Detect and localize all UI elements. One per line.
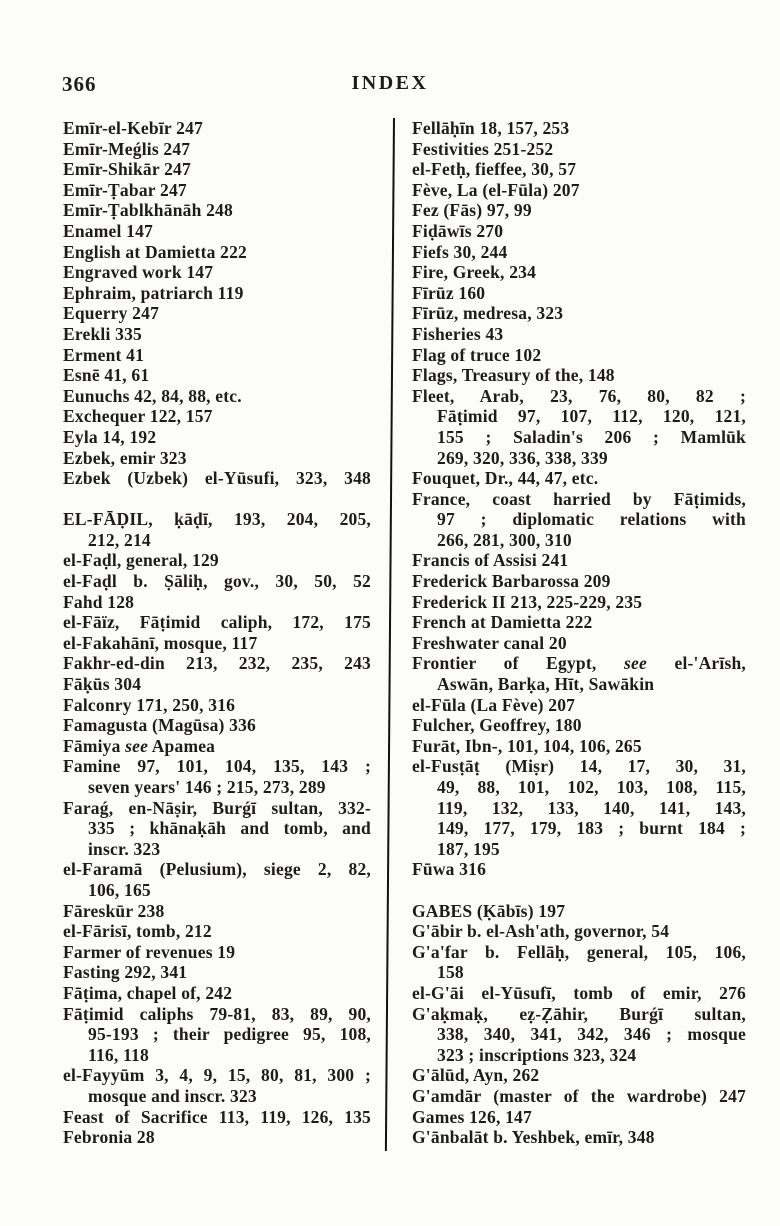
index-entry-line: Equerry 247 [63,303,160,324]
index-entry-line: 106, 165 [88,879,151,900]
index-entry-line: Flag of truce 102 [412,344,542,365]
index-entry-line: el-Fūla (La Fève) 207 [412,694,576,715]
index-entry-line: G'ānbalāt b. Yeshbek, emīr, 348 [412,1127,655,1148]
index-entry-line: Esnē 41, 61 [63,365,150,386]
index-entry-line: G'aḳmaḳ, eẓ-Ẓāhir, Burǵī sultan, [412,1003,746,1024]
index-entry-line: Emīr-Shikār 247 [63,159,191,180]
index-entry-line: English at Damietta 222 [63,241,247,262]
blank-line [412,880,746,901]
index-entry-line: Fahd 128 [63,591,135,612]
index-entry-line: el-Fāïz, Fāṭimid caliph, 172, 175 [63,612,371,633]
index-entry-line: Enamel 147 [63,220,153,241]
index-entry-line: Fouquet, Dr., 44, 47, etc. [412,468,599,489]
index-entry-line: Fiefs 30, 244 [412,241,508,262]
index-entry-line: 335 ; khānaḳāh and tomb, and [88,818,371,839]
entry-text: Frontier of Egypt, [412,653,624,674]
column-divider-line [385,118,395,1151]
index-entry-line [63,736,371,757]
page-title: INDEX [351,72,429,94]
index-entry-line: Games 126, 147 [412,1106,532,1127]
index-right-column [412,118,746,1148]
index-entry-line: Fakhr-ed-din 213, 232, 235, 243 [63,653,371,674]
index-entry-line: Erekli 335 [63,323,142,344]
index-entry-line: inscr. 323 [88,838,161,859]
index-entry-line: el-Fetḥ, fieffee, 30, 57 [412,159,577,180]
index-entry-line: 323 ; inscriptions 323, 324 [437,1044,637,1065]
index-entry-line: Fāṭimid 97, 107, 112, 120, 121, [437,406,746,427]
index-entry-line: Fez (Fās) 97, 99 [412,200,532,221]
index-entry-line: Fleet, Arab, 23, 76, 80, 82 ; [412,385,746,406]
index-entry-line: 95-193 ; their pedigree 95, 108, [88,1024,371,1045]
index-entry-line: Engraved work 147 [63,262,214,283]
index-entry-line: Freshwater canal 20 [412,632,567,653]
index-entry-line: Ezbek (Uzbek) el-Yūsufi, 323, 348 [63,468,371,489]
index-entry-line: el-Faḍl b. Ṣāliḥ, gov., 30, 50, 52 [63,571,371,592]
index-entry-line [412,653,746,674]
index-entry-line: 212, 214 [88,529,151,550]
index-entry-line: Emīr-Ṭabar 247 [63,179,187,200]
index-entry-line: Fisheries 43 [412,323,504,344]
cross-reference-see: see [125,735,149,756]
index-entry-line: Eyla 14, 192 [63,426,157,447]
index-entry-line: Frederick II 213, 225-229, 235 [412,591,643,612]
index-entry-line: 155 ; Saladin's 206 ; Mamlūk [437,426,746,447]
index-entry-line: el-Fusṭāṭ (Miṣr) 14, 17, 30, 31, [412,756,746,777]
index-entry-line: 158 [437,962,464,983]
index-entry-line: el-G'āi el-Yūsufī, tomb of emir, 276 [412,982,746,1003]
index-entry-line: Festivities 251-252 [412,138,554,159]
index-entry-line: Febronia 28 [63,1127,155,1148]
index-entry-line: 149, 177, 179, 183 ; burnt 184 ; [437,818,746,839]
index-entry-line: Famagusta (Magūsa) 336 [63,715,257,736]
index-entry-line: 97 ; diplomatic relations with [437,509,746,530]
index-entry-line: Fève, La (el-Fūla) 207 [412,179,580,200]
index-entry-line: 119, 132, 133, 140, 141, 143, [437,797,746,818]
index-entry-line: Famine 97, 101, 104, 135, 143 ; [63,756,371,777]
index-entry-line: 269, 320, 336, 338, 339 [437,447,608,468]
index-entry-line: Ezbek, emir 323 [63,447,187,468]
index-entry-line: Fāreskūr 238 [63,900,165,921]
index-entry-line: Fāṭima, chapel of, 242 [63,982,233,1003]
index-entry-line: 338, 340, 341, 342, 346 ; mosque [437,1024,746,1045]
index-entry-line: Fīrūz 160 [412,282,486,303]
index-entry-line: Fāḳūs 304 [63,674,142,695]
index-entry-line: Erment 41 [63,344,145,365]
page-header [0,72,780,100]
index-entry-line: 49, 88, 101, 102, 103, 108, 115, [437,777,746,797]
index-entry-line: G'ābir b. el-Ash'ath, governor, 54 [412,921,670,942]
entry-text: Fāmiya [63,735,126,756]
entry-text: Apamea [148,735,216,756]
index-entry-line: Fīrūz, medresa, 323 [412,303,564,324]
entry-text: el-'Arīsh, [646,653,746,674]
index-entry-line: Ephraim, patriarch 119 [63,282,244,303]
index-entry-line: el-Fakahānī, mosque, 117 [63,632,258,653]
index-entry-line: GABES (Ḳābīs) 197 [412,900,566,921]
index-entry-line: Eunuchs 42, 84, 88, etc. [63,385,242,406]
index-entry-line: Fūwa 316 [412,859,487,880]
index-entry-line: mosque and inscr. 323 [88,1085,257,1106]
blank-line [63,489,371,510]
index-entry-line: French at Damietta 222 [412,612,593,633]
index-entry-line: Fasting 292, 341 [63,962,188,983]
index-entry-line: Francis of Assisi 241 [412,550,569,571]
index-entry-line: 266, 281, 300, 310 [437,529,572,550]
cross-reference-see: see [624,653,647,674]
index-entry-line: EL-FĀḌIL, ḳāḍī, 193, 204, 205, [63,509,371,530]
index-entry-line: Fulcher, Geoffrey, 180 [412,715,582,736]
index-entry-line: Fāṭimid caliphs 79-81, 83, 89, 90, [63,1003,371,1024]
index-entry-line: Flags, Treasury of the, 148 [412,365,615,386]
index-entry-line: G'a'far b. Fellāḥ, general, 105, 106, [412,941,746,962]
index-entry-line: 187, 195 [437,838,500,859]
index-entry-line: Emīr-Ṭablkhānāh 248 [63,200,233,221]
index-entry-line: Farmer of revenues 19 [63,941,236,962]
index-entry-line: el-Faḍl, general, 129 [63,550,219,571]
index-entry-line: 116, 118 [88,1044,149,1065]
index-entry-line: Furāt, Ibn-, 101, 104, 106, 265 [412,735,642,756]
index-entry-line: France, coast harried by Fāṭimids, [412,488,746,509]
index-entry-line: Emīr-Meǵlis 247 [63,138,191,159]
index-entry-line: G'ālūd, Ayn, 262 [412,1065,540,1086]
index-entry-line: Emīr-el-Kebīr 247 [63,118,203,138]
index-entry-line: Fire, Greek, 234 [412,262,537,283]
index-entry-line: Frederick Barbarossa 209 [412,571,611,592]
index-entry-line: Feast of Sacrifice 113, 119, 126, 135 [63,1106,371,1127]
index-entry-line: Exchequer 122, 157 [63,406,213,427]
index-entry-line: seven years' 146 ; 215, 273, 289 [88,777,326,797]
index-entry-line: Falconry 171, 250, 316 [63,694,236,715]
index-entry-line: Faraǵ, en-Nāṣir, Burǵī sultan, 332- [63,797,371,818]
index-entry-line: Fellāḥīn 18, 157, 253 [412,118,570,138]
index-left-column [63,118,371,1148]
index-entry-line: el-Fārisī, tomb, 212 [63,921,212,942]
index-entry-line: el-Fayyūm 3, 4, 9, 15, 80, 81, 300 ; [63,1065,371,1086]
index-entry-line: Fiḍāwīs 270 [412,220,504,241]
index-entry-line: Aswān, Barḳa, Hīt, Sawākin [437,674,655,695]
index-entry-line: el-Faramā (Pelusium), siege 2, 82, [63,859,371,880]
index-entry-line: G'amdār (master of the wardrobe) 247 [412,1085,746,1106]
page-number: 366 [62,72,97,96]
